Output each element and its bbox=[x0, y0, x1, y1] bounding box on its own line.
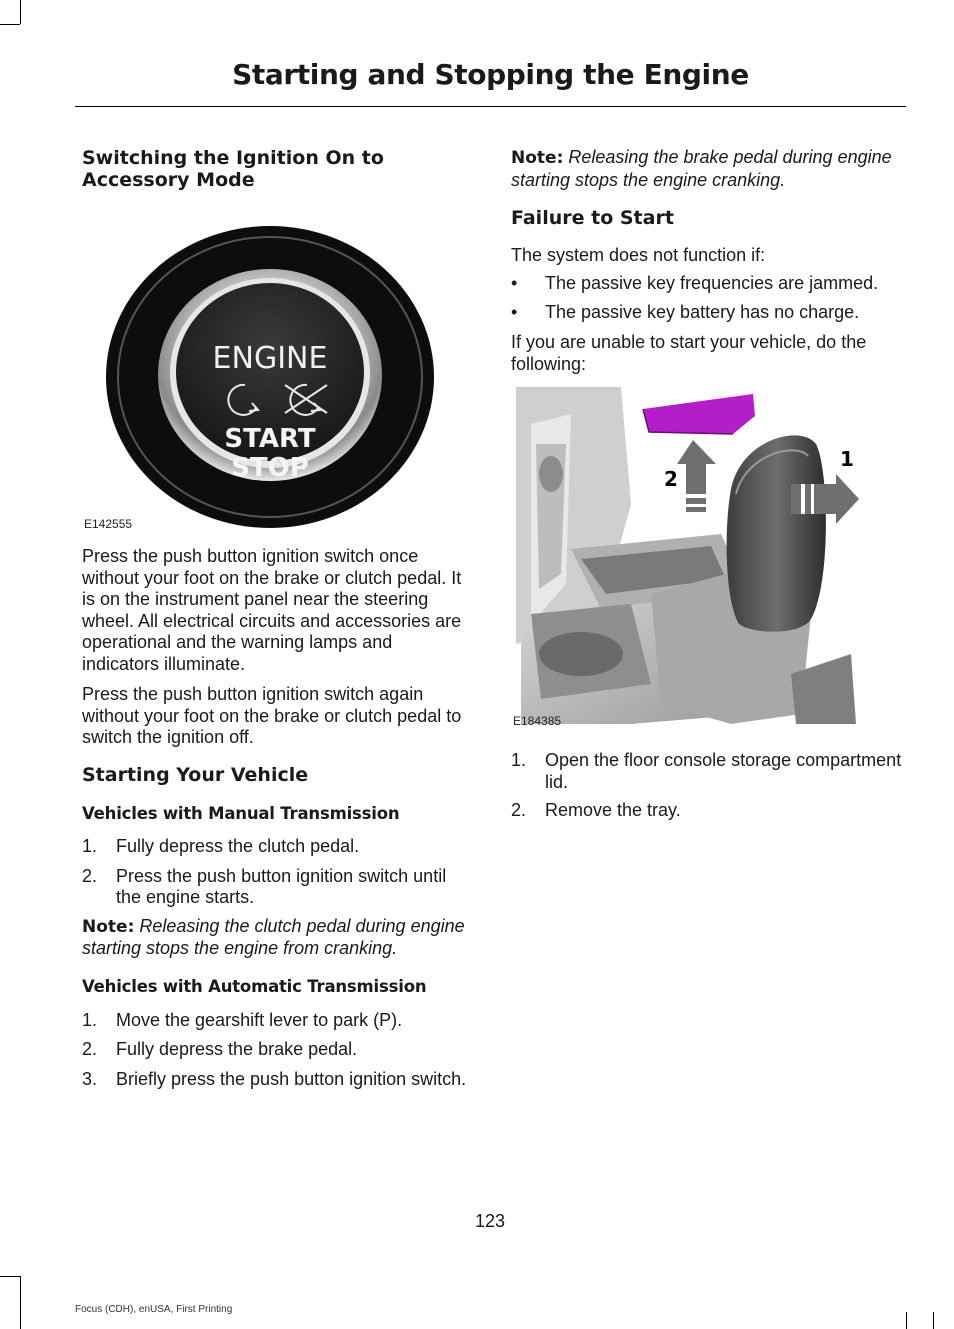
paragraph-accessory-off: Press the push button ignition switch again without your foot on the brake or clutch pedal to switch the ignition off. bbox=[82, 684, 462, 747]
crop-mark-top-left-h bbox=[0, 24, 20, 25]
figure-id: E184385 bbox=[513, 714, 562, 728]
crop-mark-top-left-v bbox=[20, 0, 21, 24]
figure-id: E142555 bbox=[84, 517, 133, 531]
heading-accessory-mode: Switching the Ignition On to Accessory Mode bbox=[82, 147, 384, 191]
list-item: • The passive key frequencies are jammed. bbox=[511, 273, 879, 293]
heading-manual-transmission: Vehicles with Manual Transmission bbox=[82, 804, 400, 823]
list-item: • The passive key battery has no charge. bbox=[511, 301, 860, 322]
list-item: 1. Move the gearshift lever to park (P). bbox=[82, 1009, 403, 1030]
paragraph-accessory-on: Press the push button ignition switch once without your foot on the brake or clutch pedal. It is on the instrument panel near the steering wheel. All electrical circuits and accessories are operational and the warning lamps and indicators illuminate. bbox=[82, 546, 462, 674]
callout-1: 1 bbox=[840, 447, 854, 471]
list-item: 2. Press the push button ignition switch until the engine starts. bbox=[82, 865, 447, 907]
heading-starting-vehicle: Starting Your Vehicle bbox=[82, 763, 309, 786]
page-title: Starting and Stopping the Engine bbox=[232, 58, 749, 91]
crop-mark-bottom-left-v bbox=[20, 1276, 21, 1329]
manual-steps-list bbox=[82, 836, 472, 909]
list-item: 3. Briefly press the push button ignition switch. bbox=[82, 1068, 467, 1089]
list-item: 1. Fully depress the clutch pedal. bbox=[82, 836, 360, 856]
title-divider bbox=[75, 106, 906, 107]
list-item: 1. Open the floor console storage compartment lid. bbox=[511, 750, 902, 792]
stop-label: STOP bbox=[231, 453, 309, 483]
note-text: Releasing the brake pedal during engine starting stops the engine cranking. bbox=[511, 147, 892, 190]
paragraph-system-intro: The system does not function if: bbox=[511, 244, 766, 265]
floor-console-illustration bbox=[511, 384, 903, 729]
list-item: 2. Remove the tray. bbox=[511, 800, 681, 820]
note-label: Note: bbox=[511, 148, 564, 168]
console-steps-list bbox=[511, 750, 903, 822]
engine-label: ENGINE bbox=[212, 341, 328, 376]
heading-automatic-transmission: Vehicles with Automatic Transmission bbox=[82, 976, 427, 996]
crop-mark-bottom-left-h bbox=[0, 1276, 20, 1277]
page-number: 123 bbox=[474, 1211, 506, 1231]
document-info: Focus (CDH), enUSA, First Printing bbox=[75, 1304, 233, 1315]
callout-2: 2 bbox=[664, 467, 678, 491]
note-manual bbox=[82, 916, 472, 960]
figure-start-stop-button bbox=[82, 197, 472, 541]
crop-mark-bottom-right-v1 bbox=[906, 1312, 907, 1329]
note-label: Note: bbox=[82, 916, 135, 937]
start-stop-button-illustration bbox=[82, 197, 472, 537]
failure-bullets bbox=[511, 273, 903, 323]
note-text: Releasing the clutch pedal during engine starting stops the engine from cranking. bbox=[82, 915, 465, 958]
right-column bbox=[511, 146, 903, 822]
list-item: 2. Fully depress the brake pedal. bbox=[82, 1039, 358, 1059]
note-brake bbox=[511, 146, 903, 191]
heading-failure-to-start: Failure to Start bbox=[511, 207, 674, 229]
paragraph-unable-to-start: If you are unable to start your vehicle, do the following: bbox=[511, 332, 867, 374]
automatic-steps-list bbox=[82, 1010, 472, 1091]
crop-mark-bottom-right-v2 bbox=[933, 1312, 934, 1329]
left-column bbox=[82, 146, 472, 1090]
start-label: START bbox=[224, 424, 316, 454]
figure-floor-console bbox=[511, 384, 903, 750]
